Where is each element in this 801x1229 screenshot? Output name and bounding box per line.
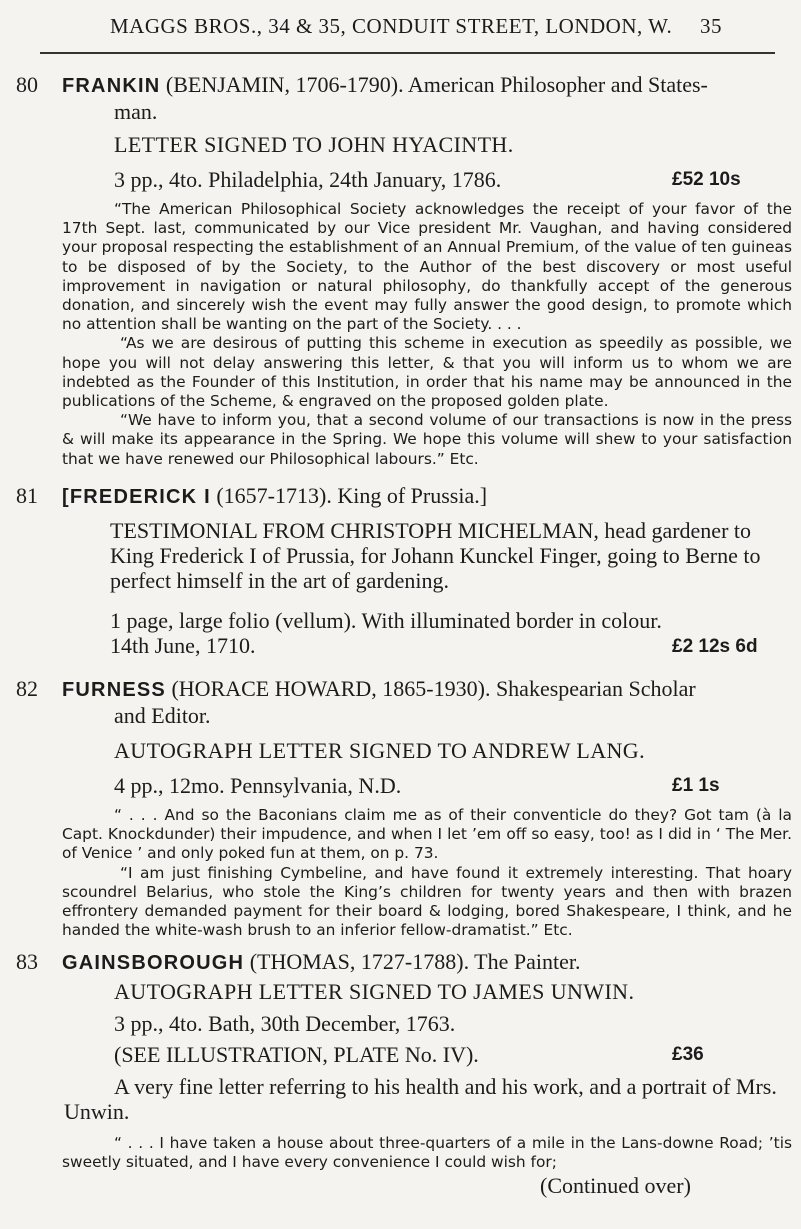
quote-paragraph: “ . . . And so the Baconians claim me as of their conventicle do they? Got tam (à la Capt. Knockdunder) their impudence, and when I let ’em off so easy, too! as I did in ‘ The Mer. of Venice ’ and only poked fun at them, on p. 73. [62,806,792,863]
item-note: A very fine letter referring to his health and his work, and a portrait of Mrs. Unwin. [64,1074,777,1124]
lot-number: 80 [16,72,38,97]
header-rule [40,52,775,54]
entry-heading-continued: and Editor. [114,703,211,728]
entry-name: FURNESS [62,679,166,701]
header-text: MAGGS BROS., 34 & 35, CONDUIT STREET, LONDON, W. [110,14,673,38]
letter-quotation [62,806,792,940]
item-details: 4 pp., 12mo. Pennsylvania, N.D. [114,773,402,798]
entry-heading [62,483,792,510]
entry-heading-rest: (BENJAMIN, 1706-1790). American Philosopher and States- [160,72,708,97]
entry-heading-rest: (1657-1713). King of Prussia.] [210,483,488,508]
lot-number: 82 [16,676,38,701]
continued-note: (Continued over) [540,1173,691,1198]
letter-quotation [62,1134,792,1172]
running-header [110,14,730,39]
entry-heading [62,949,792,976]
item-details: 3 pp., 4to. Bath, 30th December, 1763. [114,1011,456,1036]
entry-heading [62,676,792,703]
price: £2 12s 6d [672,636,758,657]
entry-name: [FREDERICK I [62,486,211,508]
entry-heading-rest: (THOMAS, 1727-1788). The Painter. [244,949,581,974]
quote-paragraph: “ . . . I have taken a house about three-quarters of a mile in the Lans-downe Road; ’tis sweetly situated, and I have every convenience I could wish for; [62,1134,792,1172]
letter-quotation [62,200,792,469]
entry-heading-rest: (HORACE HOWARD, 1865-1930). Shakespearian Scholar [165,676,696,701]
item-description: AUTOGRAPH LETTER SIGNED TO ANDREW LANG. [114,738,645,763]
entry-name: FRANKIN [62,75,161,97]
quote-paragraph: “I am just finishing Cymbeline, and have found it extremely interesting. That hoary scoundrel Belarius, who stole the King’s children for twenty years and then with brazen effrontery demanded payment for their board & lodging, bored Shakespeare, I think, and he handed the white-wash brush to an inferior fellow-dramatist.” Etc. [62,863,792,940]
price: £36 [672,1044,704,1065]
illustration-reference: (SEE ILLUSTRATION, PLATE No. IV). [114,1042,479,1067]
page-number: 35 [700,14,722,38]
entry-name: GAINSBOROUGH [62,952,245,974]
item-description: TESTIMONIAL FROM CHRISTOPH MICHELMAN, head gardener to King Frederick I of Prussia, for Johann Kunckel Finger, going to Berne to perfect himself in the art of gardening. [110,518,761,593]
item-description: AUTOGRAPH LETTER SIGNED TO JAMES UNWIN. [114,979,635,1004]
price: £1 1s [672,775,720,796]
item-details: 3 pp., 4to. Philadelphia, 24th January, 1786. [114,167,502,192]
entry-heading-continued: man. [114,99,158,124]
entry-heading [62,72,792,99]
quote-paragraph: “As we are desirous of putting this scheme in execution as speedily as possible, we hope you will not delay answering this letter, & that you will inform us to whom we are indebted as the Founder of this Institution, in order that his name may be announced in the publications of the Scheme, & engraved on the proposed golden plate. [62,334,792,411]
price: £52 10s [672,169,741,190]
item-details: 1 page, large folio (vellum). With illuminated border in colour. 14th June, 1710. [110,608,662,658]
item-description: LETTER SIGNED TO JOHN HYACINTH. [114,132,514,157]
quote-paragraph: “We have to inform you, that a second volume of our transactions is now in the press & will make its appearance in the Spring. We hope this volume will shew to your satisfaction that we have renewed our Philosophical labours.” Etc. [62,411,792,468]
lot-number: 81 [16,483,38,508]
lot-number: 83 [16,949,38,974]
quote-paragraph: “The American Philosophical Society acknowledges the receipt of your favor of the 17th Sept. last, communicated by our Vice president Mr. Vaughan, and having considered your proposal respecting the establishment of an Annual Premium, of the value of ten guineas to be disposed of by the Society, to the Author of the best discovery or most useful improvement in navigation or natural philosophy, do thankfully accept of the generous donation, and sincerely wish the event may fully answer the good design, to promote which no attention shall be wanting on the part of the Society. . . . [62,200,792,334]
